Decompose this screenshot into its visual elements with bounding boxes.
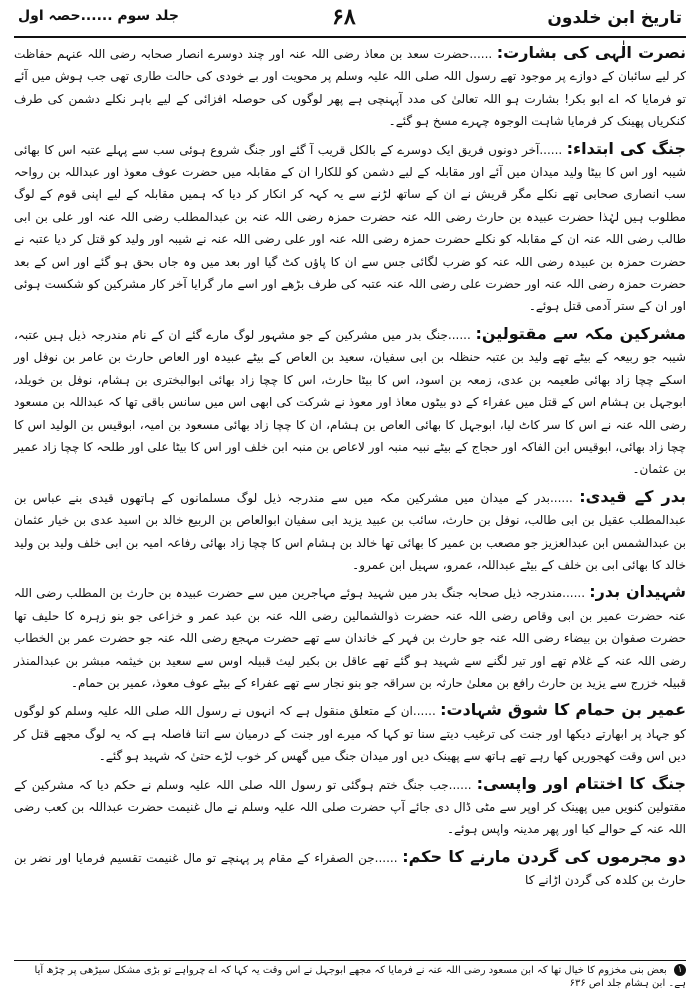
section-heading: نصرت الٰہی کی بشارت:: [496, 43, 686, 62]
section-body: ......جنگ بدر میں مشرکین کے جو مشہور لوگ مارے گئے ان کے نام مندرجہ ذیل ہیں عتبہ، شیبہ جو ربیعہ کے بیٹے تھے ولید بن عتبہ حنظلہ بن ابی سفیان، سعید بن العاص کے بیٹے عبیدہ اور العاص حارث بن عامر بن نوفل اور اسکے چچا زاد بھائی طعیمہ بن عدی، زمعہ بن اسود، اس کا بیٹا حارث، اس کا چچا زاد بھائی ابوالبختری بن ہشام، نوفل بن خویلد، ابوجہل بن ہشام اس کے قتل میں عفراء کے دو بیٹوں معاذ اور معوذ نے شرکت کی ابھی اس میں سانس باقی تھا کہ عبداللہ بن مسعود رضی اللہ عنہ نے اس کا سر کاٹ لیا، ابوجہل کا بھائی العاص بن ہشام، ان کا چچا زاد بھائی مسعود بن امیہ، ابوقیس بن الولید اس کا چچا زاد بھائی، ابوقیس ابن الفاکہ اور حجاج کے بیٹے نبیہ منبہ اور لاعاص بن منبہ ابن خلف اور اس کا بیٹا علی اور طلحہ کا چچا زاد عمیر بن عثمان۔: [14, 327, 686, 477]
header-rule: [14, 36, 686, 38]
section-paragraph: [14, 486, 686, 577]
section-body: ......حضرت سعد بن معاذ رضی اللہ عنہ اور چند دوسرے انصار صحابہ رضی اللہ عنہم حفاظت کر لیے سائبان کے دوازے پر موجود تھے رسول اللہ صلی اللہ علیہ وسلم پر محویت اور بے خودی کی حالت طاری تھی جب ہوش میں آئے تو فرمایا کہ اے ابو بکر! بشارت ہو اللہ تعالیٰ کی مدد آپہنچی ہے پھر لوگوں کی حوصلہ افزائی کے لیے باہر نکلے دشمن کی طرف کنکریاں پھینک کر فرمایا شاہت الوجوہ چہرے مسخ ہو گئے۔: [14, 47, 686, 129]
book-title: تاریخ ابن خلدون: [547, 8, 682, 28]
main-text: [14, 42, 686, 927]
section-body: ......بدر کے میدان میں مشرکین مکہ میں سے مندرجہ ذیل لوگ مسلمانوں کے ہاتھوں قیدی بنے عباس بن عبدالمطلب عقیل بن ابی طالب، نوفل بن حارث، سائب بن عبید یزید ابی سفیان ابوالعاص بن الربیع خالد بن اسید عدی بن خیار عثمان بن عبدالشمس ابن عبدالعزیز جو مصعب بن عمیر کا بھائی تھا خالد بن ہشام اس کا چچا زاد بھائی رفاعہ امیہ بن ابی خلف ولید بن ولید خالد کا بھائی ابی بن خلف کے بیٹے عبداللہ، عمرو، سہیل ابن عمرو۔: [14, 490, 686, 572]
section-paragraph: [14, 42, 686, 133]
section-paragraph: [14, 773, 686, 841]
section-heading: جنگ کی ابتداء:: [566, 138, 686, 158]
section-heading: مشرکین مکہ سے مقتولین:: [475, 323, 686, 343]
page-number: ۶۸: [332, 4, 356, 30]
section-heading: جنگ کا اختتام اور واپسی:: [476, 773, 687, 793]
section-paragraph: [14, 846, 686, 892]
section-paragraph: [14, 323, 686, 481]
section-body: ......جب جنگ ختم ہوگئی تو رسول اللہ صلی اللہ علیہ وسلم نے حکم دیا کہ مشرکین کے مقتولین کنویں میں پھینک کر اوپر سے مٹی ڈال دی جائے آپ حضرت صلی اللہ علیہ وسلم نے مال غنیمت حضرت عبداللہ بن کعب رضی اللہ عنہ کے حوالے کیا اور پھر مدینہ واپس ہوئے۔: [14, 777, 686, 837]
footnote-rule: [14, 960, 686, 961]
section-paragraph: [14, 581, 686, 694]
section-heading: شہیدان بدر:: [589, 582, 687, 602]
section-body: ......مندرجہ ذیل صحابہ جنگ بدر میں شہید ہوئے مہاجرین میں سے حضرت عبیدہ بن حارث بن المطلب رضی اللہ عنہ حضرت عمیر بن ابی وقاص رضی اللہ عنہ حضرت ذوالشمالین رضی اللہ عنہ بن عبد عمر و خزاعی جو بنو زہرہ کا حلیف تھا حضرت صفوان بن بیضاء رضی اللہ عنہ جو حارث بن فہر کے خاندان سے تھے حضرت مہجع رضی اللہ عنہ جو حضرت عمر بن الخطاب رضی اللہ عنہ کے غلام تھے اور تیر لگنے سے شہید ہو گئے تھے عاقل بن بکیر لیث قبیلہ اوس سے سعید بن خیثمہ مبشر بن عبدالمنذر قبیلہ خزرج سے یزید بن حارث رافع بن معلیٰ حارثہ بن سراقہ جو بنو نجار سے تھے عفراء کے بیٹے عوف معوذ، عمیر بن حمام۔: [14, 586, 686, 690]
section-body: ......آخر دونوں فریق ایک دوسرے کے بالکل قریب آ گئے اور جنگ شروع ہوئی سب سے پہلے عتبہ اس کا بھائی شیبہ اور اس کا بیٹا ولید میدان میں آئے اور مقابلہ کے لیے دشمن کو للکارا ان کے مقابلہ میں حضرت عوف معوذ اور عبداللہ بن رواحہ سب انصاری صحابی تھے نکلے مگر قریش نے ان کے ساتھ لڑنے سے یہ کہہ کر انکار کر دیا کہ ہمیں مقابلہ کے لیے اپنی قوم کے لوگ مطلوب ہیں لہٰذا حضرت عبیدہ بن حارث رضی اللہ عنہ حضرت حمزہ رضی اللہ عنہ بن عبدالمطلب رضی اللہ عنہ اور علی بن ابی طالب رضی اللہ عنہ ان کے مقابلہ کو نکلے حضرت حمزہ رضی اللہ عنہ اور علی رضی اللہ عنہ نے شیبہ اور ولید کو قتل کر دیا عتبہ نے حضرت حمزہ بن عبیدہ رضی اللہ عنہ کو ضرب لگائی جس سے ان کا پاؤں کٹ گیا اور بعد میں وہ جاں بحق ہو گئے اور اس کے بعد حضرت حمزہ رضی اللہ عنہ اور حضرت علی رضی اللہ عنہ عتبہ کی طرف بڑھے اور اسے مار گرایا آخر کار مشرکین کو شکست ہوئی اور ان کے ستر آدمی قتل ہوئے۔: [14, 142, 686, 314]
volume-label: جلد سوم ......حصہ اول: [18, 8, 179, 24]
page-header: [0, 0, 700, 36]
footnote: [14, 964, 686, 990]
section-body: ......ان کے متعلق منقول ہے کہ انہوں نے رسول اللہ صلی اللہ علیہ وسلم کو لوگوں کو جہاد پر ابھارتے دیکھا اور جنت کی ترغیب دیتے سنا تو کہا کہ میرے اور جنت کے درمیان سے اتنا فاصلہ ہے کہ یہ لوگ مجھے قتل کر دیں اس وقت کھجوریں کھا رہے تھے ہاتھ سے پھینک دیں اور میدان جنگ میں گھس کر خوب لڑے حتیٰ کہ شہید ہو گئے۔: [14, 704, 686, 764]
section-paragraph: [14, 699, 686, 767]
footnote-marker: ۱: [674, 964, 686, 976]
section-heading: عمیر بن حمام کا شوق شہادت:: [440, 700, 686, 720]
section-heading: بدر کے قیدی:: [579, 486, 686, 506]
section-body: ......جن الصفراء کے مقام پر پہنچے تو مال غنیمت تقسیم فرمایا اور نضر بن حارث بن کلدہ کی گردن اڑانے کا: [14, 850, 686, 888]
section-heading: دو مجرموں کی گردن مارنے کا حکم:: [402, 846, 687, 866]
footnote-text: بعض بنی مخزوم کا خیال تھا کہ ابن مسعود رضی اللہ عنہ نے فرمایا کہ مجھے ابوجہل نے اس وقت یہ کہا کہ اے چرواہے تو بڑی مشکل سیڑھی پر چڑھ آیا ہے۔ ابن ہشام جلد اص ۶۳۶: [34, 965, 686, 989]
section-paragraph: [14, 138, 686, 318]
